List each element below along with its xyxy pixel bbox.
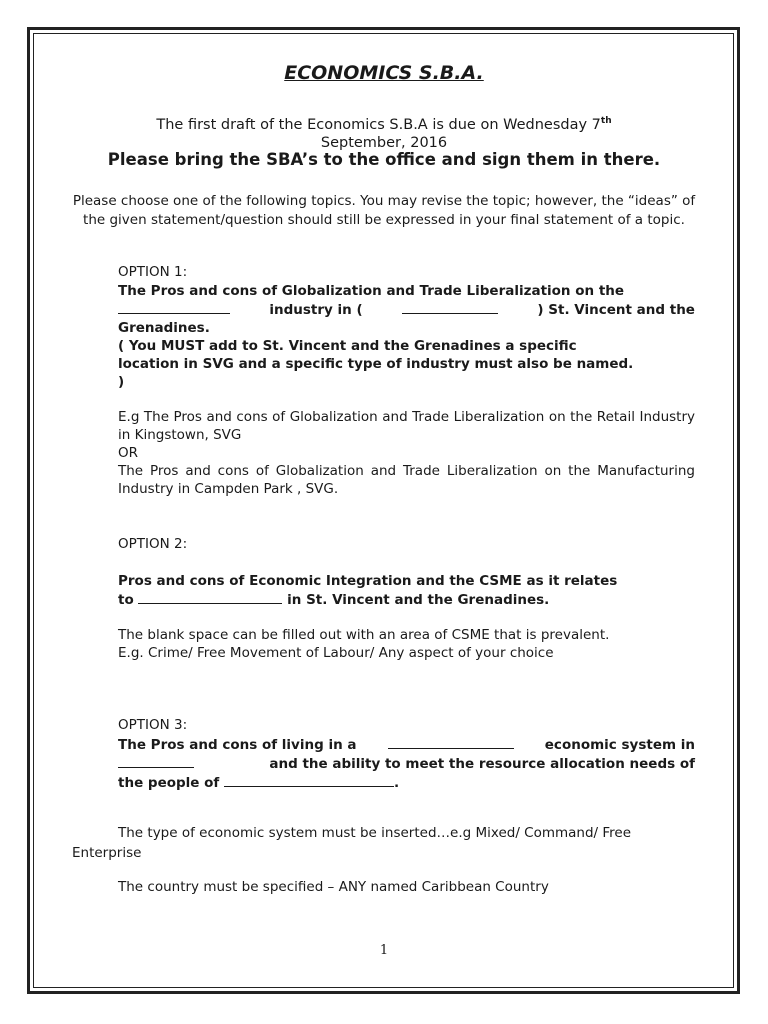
option-3-line-1b: economic system in [544, 737, 695, 753]
option-3-line-1 [118, 735, 695, 754]
option-1-line-2a: industry in ( [269, 302, 363, 318]
option-1-line-4: ( You MUST add to St. Vincent and the Grenadines a specific [118, 338, 577, 354]
option-1-or: OR [118, 445, 139, 461]
option-2-note [118, 626, 695, 662]
option-3-line-1a: The Pros and cons of living in a [118, 737, 357, 753]
option-2-heading [118, 535, 695, 553]
option-3-line-3a: the people of [118, 775, 220, 791]
economic-system-blank [388, 735, 514, 749]
option-2-label: OPTION 2 [118, 536, 183, 552]
option-1-topic [118, 282, 695, 391]
option-2-topic [118, 572, 695, 609]
page-number: 1 [379, 943, 389, 958]
submission-instruction: Please bring the SBA’s to the office and sign them in there. [107, 150, 661, 169]
location-blank [402, 300, 498, 314]
due-date-notice [100, 112, 668, 152]
option-3-line-3 [118, 773, 695, 792]
country-blank-2 [224, 773, 394, 787]
option-1-label: OPTION 1 [118, 264, 183, 280]
option-2-line-2a: to [118, 592, 134, 608]
option-3-note-1b: Enterprise [72, 845, 142, 861]
option-3-note-1a: The type of economic system must be inserted…e.g Mixed/ Command/ Free [118, 825, 632, 841]
option-2-line-2b: in St. Vincent and the Grenadines. [287, 592, 550, 608]
due-date-suffix: th [600, 116, 612, 126]
option-3-label: OPTION 3 [118, 717, 183, 733]
option-2-colon: : [182, 536, 188, 552]
option-1-line-3: Grenadines. [118, 320, 210, 336]
document-title: ECONOMICS S.B.A. [284, 62, 484, 84]
option-3-note-1 [72, 823, 696, 863]
option-1-line-1: The Pros and cons of Globalization and Trade Liberalization on the [118, 283, 625, 299]
option-3-topic [118, 735, 695, 792]
option-1-colon: : [182, 264, 188, 280]
option-1-heading [118, 263, 695, 281]
option-1-example-2: The Pros and cons of Globalization and Trade Liberalization on the Manufacturing Industry in Campden Park , SVG. [118, 463, 695, 497]
option-2-note-2: E.g. Crime/ Free Movement of Labour/ Any aspect of your choice [118, 645, 554, 661]
option-1-examples [118, 408, 695, 498]
option-3-note-2: The country must be specified – ANY named Caribbean Country [118, 879, 549, 895]
option-3-heading [118, 716, 695, 734]
option-2-line-2 [118, 590, 695, 609]
option-3-line-2b: and the ability to meet the resource allocation needs of [269, 756, 695, 772]
industry-blank [118, 300, 230, 314]
due-line-1: The first draft of the Economics S.B.A is due on Wednesday 7 [156, 116, 601, 133]
option-3-colon: : [182, 717, 188, 733]
option-1-line-5: location in SVG and a specific type of industry must also be named. [118, 356, 634, 372]
option-3-line-2 [118, 754, 695, 773]
option-3-line-3b: . [394, 775, 400, 791]
intro-paragraph: Please choose one of the following topics. You may revise the topic; however, the “ideas” of the given statement/question should still be expressed in your final statement of a topic. [72, 193, 696, 228]
option-2-line-1: Pros and cons of Economic Integration and the CSME as it relates [118, 573, 618, 589]
option-1-line-6: ) [118, 374, 125, 390]
option-1-line-2 [118, 300, 695, 319]
country-blank-1 [118, 754, 194, 768]
option-1-example-1: E.g The Pros and cons of Globalization and Trade Liberalization on the Retail Industry in Kingstown, SVG [118, 409, 695, 443]
option-1-line-2b: ) St. Vincent and the [537, 302, 695, 318]
due-line-2: September, 2016 [320, 134, 448, 151]
csme-area-blank [138, 590, 282, 604]
option-2-note-1: The blank space can be filled out with an area of CSME that is prevalent. [118, 627, 610, 643]
